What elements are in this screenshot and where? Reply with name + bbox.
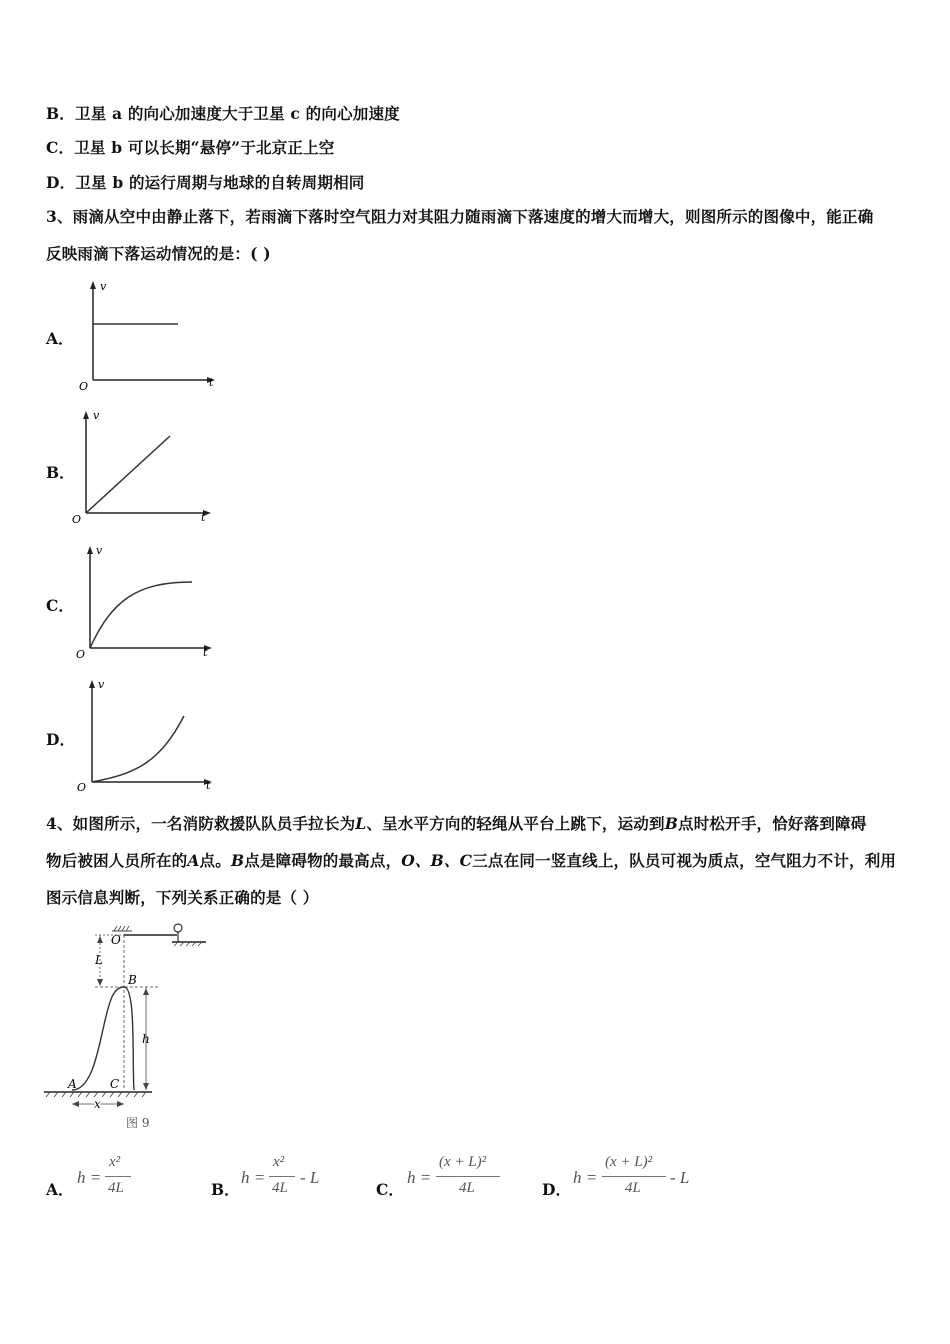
axis-t-label: t bbox=[209, 376, 214, 389]
q3-option-a-label: A． bbox=[46, 329, 74, 348]
axis-t-label: t bbox=[206, 779, 211, 792]
q3-option-c-label: C． bbox=[46, 596, 74, 615]
q3-stem-line1: 3、雨滴从空中由静止落下，若雨滴下落时空气阻力对其阻力随雨滴下落速度的增大而增大，则图所示的图像中，能正确 bbox=[46, 207, 874, 226]
axis-v-label: v bbox=[93, 409, 100, 422]
graph-d-curve bbox=[92, 716, 184, 782]
obstacle-outline bbox=[72, 987, 134, 1090]
fig-label-o: O bbox=[111, 933, 121, 947]
graph-b-curve bbox=[86, 436, 170, 513]
origin-label: O bbox=[72, 513, 82, 525]
q4-figure bbox=[40, 920, 220, 1135]
q4-answer-c: C． h = (x + L)² 4L bbox=[376, 1152, 536, 1208]
q4-stem-line1: 4、如图所示，一名消防救援队队员手拉长为L、呈水平方向的轻绳从平台上跳下，运动到B点时松开手，恰好落到障碍 bbox=[46, 814, 867, 833]
fig-label-h: h bbox=[142, 1032, 150, 1046]
q3-option-b-label: B． bbox=[46, 463, 75, 482]
axis-v-label: v bbox=[100, 280, 107, 293]
q3-stem-line2: 反映雨滴下落运动情况的是：( ) bbox=[46, 244, 271, 263]
q4-stem-line3: 图示信息判断，下列关系正确的是（ ） bbox=[46, 888, 319, 907]
q3-graph-a bbox=[75, 278, 225, 393]
fig-label-l: L bbox=[95, 953, 103, 967]
q3-graph-b bbox=[68, 405, 218, 525]
origin-label: O bbox=[76, 648, 86, 661]
q4-stem-line2: 物后被困人员所在的A点。B点是障碍物的最高点，O、B、C三点在同一竖直线上，队员可视为质点，空气阻力不计，利用 bbox=[46, 851, 897, 870]
origin-label: O bbox=[77, 781, 87, 794]
fig-label-c: C bbox=[110, 1077, 120, 1091]
graph-c-curve bbox=[90, 582, 192, 648]
q4-answer-d: D． h = (x + L)² 4L - L bbox=[542, 1154, 690, 1199]
fig-caption: 图 9 bbox=[126, 1116, 150, 1130]
fig-label-x: x bbox=[94, 1097, 101, 1111]
axis-v-label: v bbox=[98, 678, 105, 691]
origin-label: O bbox=[79, 380, 89, 393]
q4-answer-a: A． h = x² 4L bbox=[46, 1152, 196, 1208]
axis-v-label: v bbox=[96, 544, 103, 557]
axis-t-label: t bbox=[201, 511, 206, 524]
fig-label-b: B bbox=[128, 973, 137, 987]
q3-graph-c bbox=[72, 540, 222, 662]
axis-t-label: t bbox=[203, 646, 208, 659]
q4-answer-b: B． h = x² 4L - L bbox=[211, 1154, 320, 1199]
q2-option-b: B．卫星 a 的向心加速度大于卫星 c 的向心加速度 bbox=[46, 104, 400, 123]
fig-label-a: A bbox=[68, 1077, 77, 1091]
q2-option-c: C．卫星 b 可以长期“悬停”于北京正上空 bbox=[46, 138, 335, 157]
q2-option-d: D．卫星 b 的运行周期与地球的自转周期相同 bbox=[46, 173, 365, 192]
q3-graph-d bbox=[74, 674, 224, 794]
q3-option-d-label: D． bbox=[46, 730, 75, 749]
